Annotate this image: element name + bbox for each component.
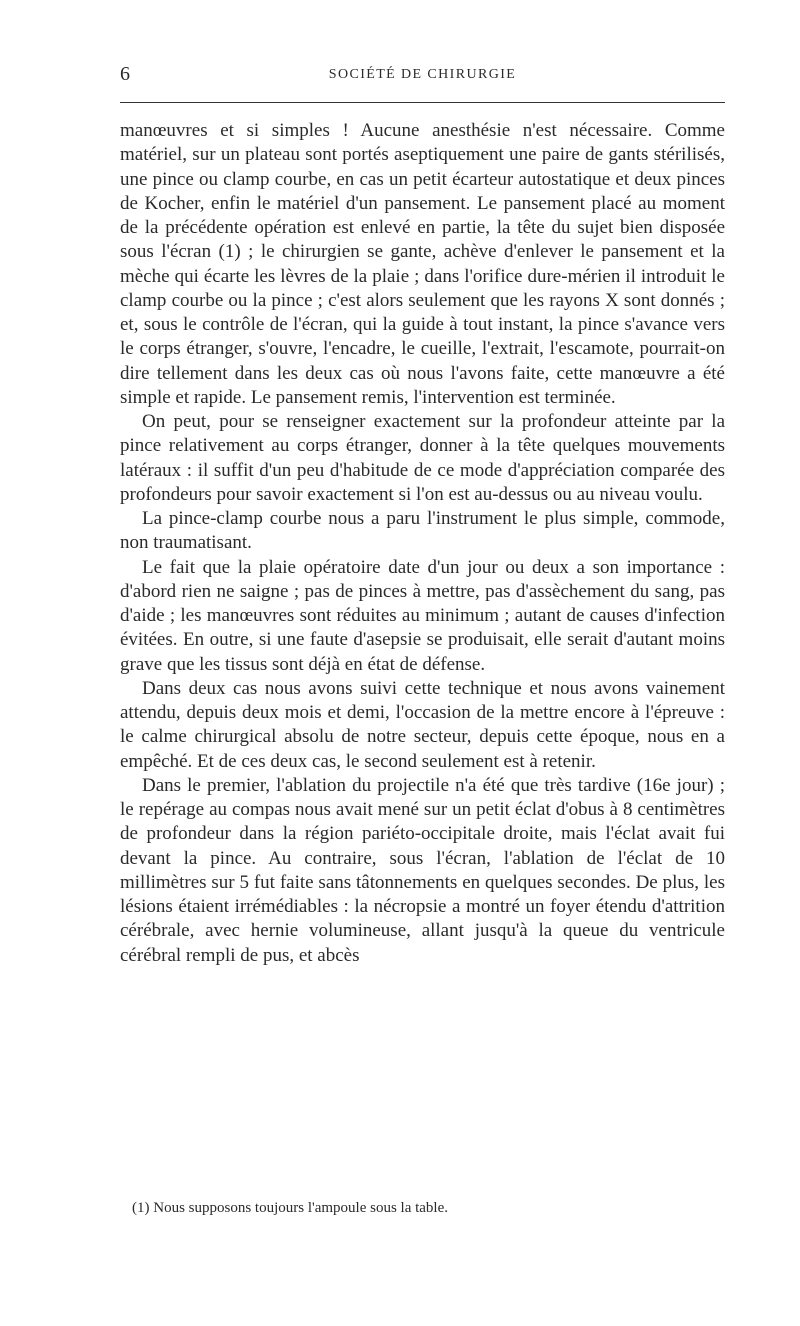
header-rule — [120, 102, 725, 103]
paragraph: La pince-clamp courbe nous a paru l'instrument le plus simple, commode, non traumatisant. — [120, 508, 725, 554]
paragraph: Dans deux cas nous avons suivi cette technique et nous avons vainement attendu, depuis deux mois et demi, l'occasion de la mettre encore à l'épreuve : le calme chirurgical absolu de notre secteur, depuis cette époque, nous en a empêché. Et de ces deux cas, le second seulement est à retenir. — [120, 677, 725, 772]
footnote: (1) Nous supposons toujours l'ampoule sous la table. — [132, 1200, 449, 1216]
body-text — [120, 119, 725, 968]
paragraph: manœuvres et si simples ! Aucune anesthésie n'est nécessaire. Comme matériel, sur un plateau sont portés aseptiquement une paire de gants stérilisés, une pince ou clamp courbe, en cas un petit écarteur autostatique et deux pinces de Kocher, enfin le matériel d'un pansement. Le pansement placé au moment de la précédente opération est enlevé en partie, la tête du sujet bien disposée sous l'écran (1) ; le chirurgien se gante, achève d'enlever le pansement et la mèche qui écarte les lèvres de la plaie ; dans l'orifice dure-mérien il introduit le clamp courbe ou la pince ; c'est alors seulement que les rayons X sont donnés ; et, sous le contrôle de l'écran, qui la guide à tout instant, la pince s'avance vers le corps étranger, s'ouvre, l'encadre, le cueille, l'extrait, l'escamote, pourrait-on dire tellement dans les deux cas où nous l'avons faite, cette manœuvre a été simple et rapide. Le pansement remis, l'intervention est terminée. — [120, 120, 725, 408]
page-number: 6 — [120, 63, 130, 85]
running-title: SOCIÉTÉ DE CHIRURGIE — [328, 67, 517, 82]
paragraph: Le fait que la plaie opératoire date d'un jour ou deux a son importance : d'abord rien ne saigne ; pas de pinces à mettre, pas d'assèchement du sang, pas d'aide ; les manœuvres sont réduites au minimum ; autant de causes d'infection évitées. En outre, si une faute d'asepsie se produisait, elle serait d'autant moins grave que les tissus sont déjà en état de défense. — [120, 556, 725, 675]
paragraph: On peut, pour se renseigner exactement sur la profondeur atteinte par la pince relativement au corps étranger, donner à la tête quelques mouvements latéraux : il suffit d'un peu d'habitude de ce mode d'appréciation comparée des profondeurs pour savoir exactement si l'on est au-dessus ou au niveau voulu. — [120, 411, 725, 505]
paragraph: Dans le premier, l'ablation du projectile n'a été que très tardive (16e jour) ; le repérage au compas nous avait mené sur un petit éclat d'obus à 8 centimètres de profondeur dans la région pariéto-occipitale droite, mais l'éclat avait fui devant la pince. Au contraire, sous l'écran, l'ablation de l'éclat de 10 millimètres sur 5 fut faite sans tâtonnements en quelques secondes. De plus, les lésions étaient irrémédiables : la nécropsie a montré un foyer étendu d'attrition cérébrale, avec hernie volumineuse, allant jusqu'à la queue du ventricule cérébral rempli de pus, et abcès — [120, 774, 725, 966]
page-header — [120, 62, 725, 92]
